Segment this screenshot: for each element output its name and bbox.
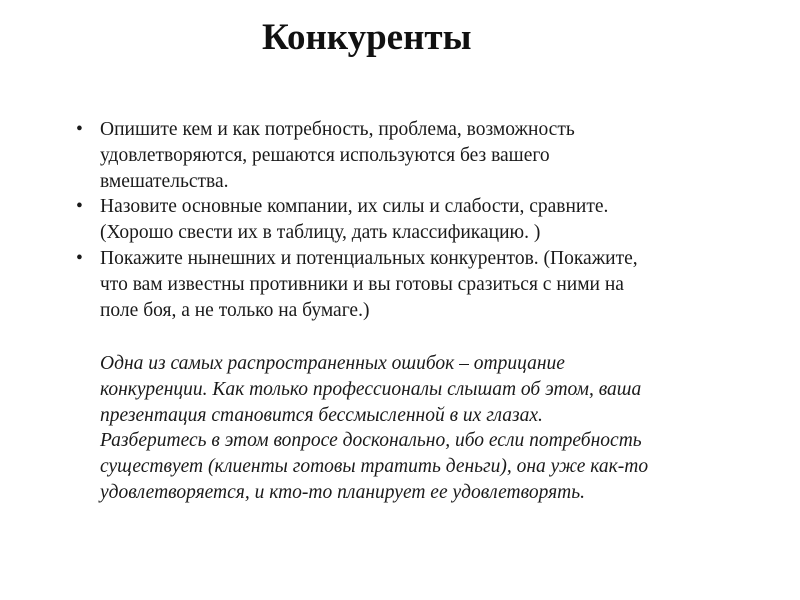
- bullet-text-line: Назовите основные компании, их силы и слабости, сравните.: [100, 196, 609, 218]
- bullet-text-line: удовлетворяются, решаются используются без вашего: [100, 144, 550, 166]
- bullet-text-line: вмешательства.: [100, 170, 229, 192]
- bullet-text-line: поле боя, а не только на бумаге.): [100, 299, 370, 321]
- bullet-marker: •: [76, 196, 83, 218]
- bullet-text-line: Опишите кем и как потребность, проблема, возможность: [100, 119, 575, 140]
- italic-note: [100, 351, 770, 506]
- bullet-text-line: Покажите нынешних и потенциальных конкурентов. (Покажите,: [100, 247, 638, 269]
- bullet-list: [76, 117, 776, 323]
- slide-title: Конкуренты: [262, 17, 472, 58]
- note-text-line: конкуренции. Как только профессионалы слышат об этом, ваша: [100, 378, 642, 400]
- bullet-text-line: что вам известны противники и вы готовы сразиться с ними на: [100, 273, 624, 295]
- note-text-line: Разберитесь в этом вопросе досконально, ибо если потребность: [100, 430, 642, 452]
- note-text-line: удовлетворяется, и кто-то планирует ее удовлетворять.: [100, 481, 585, 503]
- bullet-marker: •: [76, 247, 83, 269]
- note-text-line: Одна из самых распространенных ошибок – отрицание: [100, 353, 565, 374]
- bullet-marker: •: [76, 119, 83, 140]
- note-text-line: презентация становится бессмысленной в их глазах.: [100, 404, 543, 426]
- bullet-item: [76, 246, 776, 323]
- bullet-text-line: (Хорошо свести их в таблицу, дать классификацию. ): [100, 222, 541, 244]
- bullet-item: [76, 117, 776, 194]
- bullet-item: [76, 194, 776, 246]
- note-text-line: существует (клиенты готовы тратить деньги), она уже как-то: [100, 456, 649, 478]
